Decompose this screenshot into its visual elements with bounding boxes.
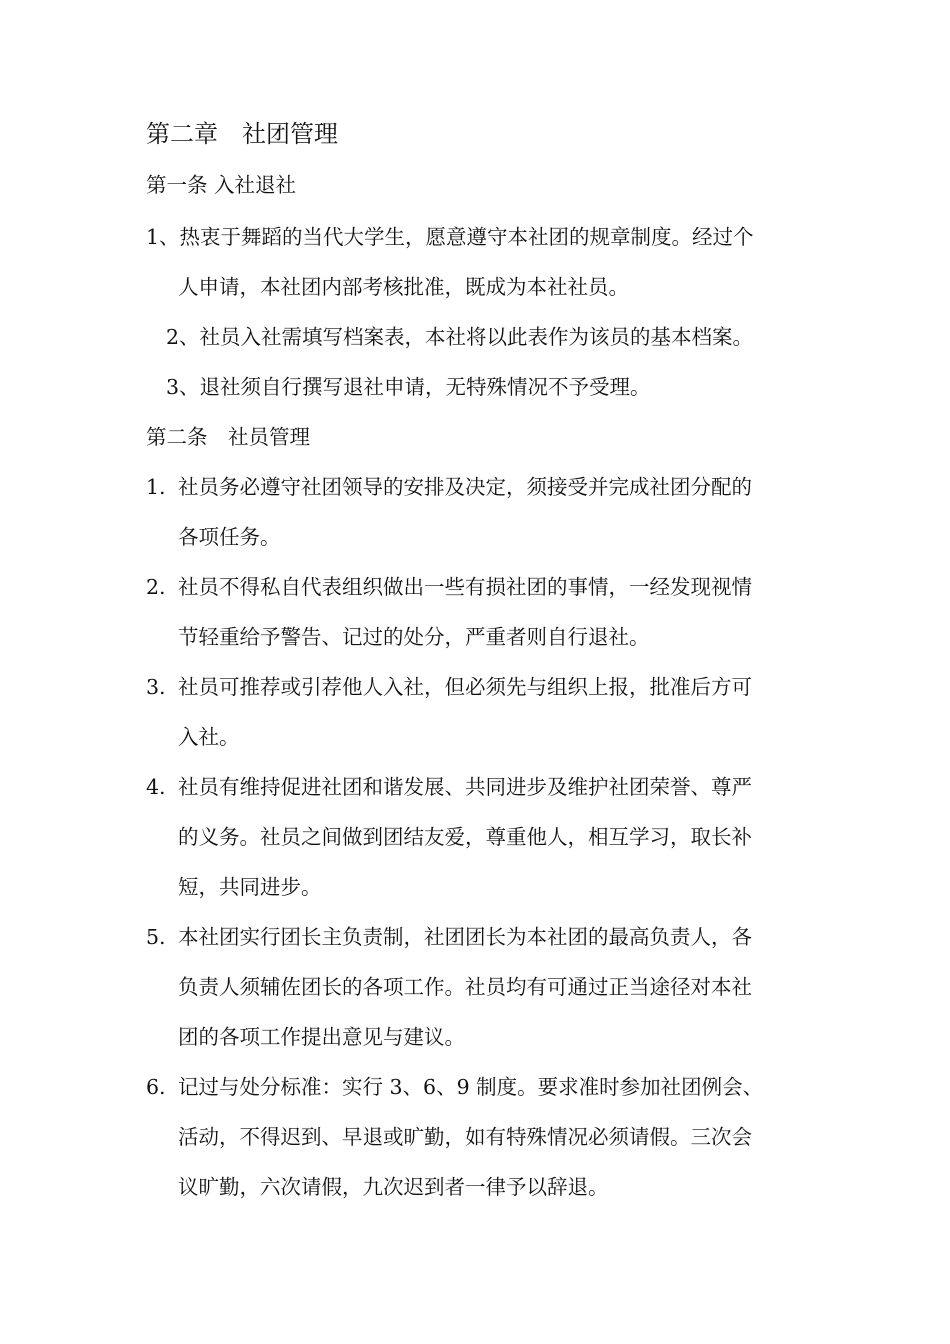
article2-item-4-line-3: 短，共同进步。	[178, 875, 322, 899]
article2-item-2-line-2: 节轻重给予警告、记过的处分，严重者则自行退社。	[178, 625, 650, 649]
article2-item-1-number: 1.	[146, 475, 166, 499]
article2-item-6-number: 6.	[146, 1075, 166, 1099]
article2-item-4-line-2: 的义务。社员之间做到团结友爱，尊重他人，相互学习，取长补	[178, 825, 752, 849]
article1-heading: 第一条 入社退社	[146, 173, 297, 197]
article2-item-5-number: 5.	[146, 925, 166, 949]
article2-item-2-number: 2.	[146, 575, 166, 599]
article1-item-2-line-1: 2、社员入社需填写档案表，本社将以此表作为该员的基本档案。	[166, 325, 754, 349]
article2-item-3-line-1: 社员可推荐或引荐他人入社，但必须先与组织上报，批准后方可	[178, 675, 752, 699]
article2-item-3-line-2: 入社。	[178, 725, 240, 749]
article2-item-1-line-2: 各项任务。	[178, 525, 281, 549]
article1-item-1-line-2: 人申请，本社团内部考核批准，既成为本社社员。	[178, 275, 629, 299]
article2-item-5-line-2: 负责人须辅佐团长的各项工作。社员均有可通过正当途径对本社	[178, 975, 752, 999]
article2-item-6-line-3: 议旷勤，六次请假，九次迟到者一律予以辞退。	[178, 1175, 609, 1199]
chapter-title: 第二章 社团管理	[146, 120, 338, 148]
article2-item-1-line-1: 社员务必遵守社团领导的安排及决定，须接受并完成社团分配的	[178, 475, 752, 499]
article2-item-5-line-3: 团的各项工作提出意见与建议。	[178, 1025, 465, 1049]
article2-item-2-line-1: 社员不得私自代表组织做出一些有损社团的事情，一经发现视情	[178, 575, 752, 599]
article1-item-1-line-1: 1、热衷于舞蹈的当代大学生，愿意遵守本社团的规章制度。经过个	[146, 225, 754, 249]
article2-item-6-line-2: 活动，不得迟到、早退或旷勤，如有特殊情况必须请假。三次会	[178, 1125, 752, 1149]
article2-item-4-line-1: 社员有维持促进社团和谐发展、共同进步及维护社团荣誉、尊严	[178, 775, 752, 799]
article2-item-5-line-1: 本社团实行团长主负责制，社团团长为本社团的最高负责人，各	[178, 925, 752, 949]
article2-item-6-line-1: 记过与处分标准：实行 3、6、9 制度。要求准时参加社团例会、	[178, 1075, 764, 1099]
article2-item-3-number: 3.	[146, 675, 166, 699]
article2-item-4-number: 4.	[146, 775, 166, 799]
article1-item-3-line-1: 3、退社须自行撰写退社申请，无特殊情况不予受理。	[166, 375, 651, 399]
article2-heading: 第二条 社员管理	[146, 425, 310, 449]
